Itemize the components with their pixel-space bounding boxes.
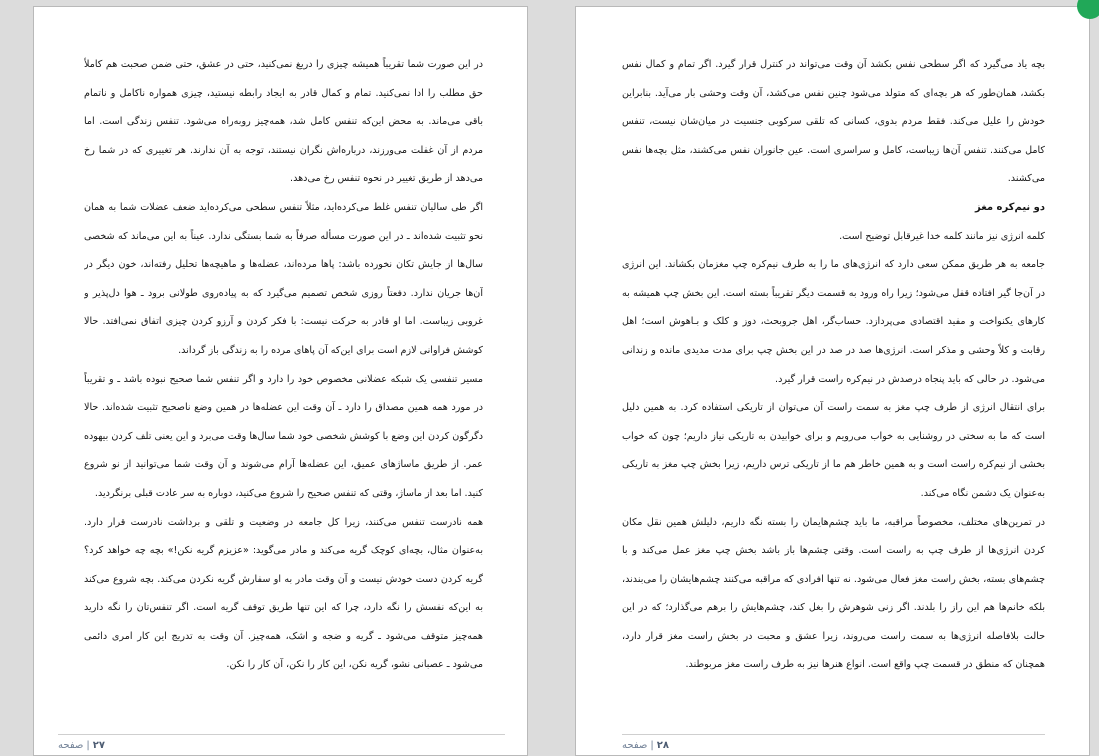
page-label: صفحه xyxy=(58,740,84,751)
page-label: صفحه xyxy=(622,740,648,751)
footer-separator: | xyxy=(650,740,654,751)
footer-separator: | xyxy=(86,740,90,751)
paragraph: بچه یاد می‌گیرد که اگر سطحی نفس بکشد آن وقت می‌تواند در کنترل قرار گیرد. اگر تمام و کمال نفس بکشد، همان‌طور که هر بچه‌ای که متولد می‌شود چنین نفس می‌کشد، آن وقت وحشی بار می‌آید. بنابراین خودش را علیل می‌کند. فقط مردم بدوی، کسانی که تلقی سرکوبی جنسیت در میان‌شان نیست، تنفس کامل می‌کنند. تنفس آن‌ها زیباست، کامل و سراسری است. عین جانوران نفس می‌کشند، مثل بچه‌ها نفس می‌کشند. xyxy=(622,59,1045,185)
book-page-left xyxy=(33,6,528,756)
footer-divider xyxy=(58,734,505,735)
paragraph: اگر طی سالیان تنفس غلط می‌کرده‌اید، مثلاً تنفس سطحی می‌کرده‌اید ضعف عضلات شما به همان نحو تثبیت شده‌اند ـ در این صورت مسأله صرفاً به شما بستگی ندارد. عیناً به این می‌ماند که شخصی سال‌ها از جایش تکان نخورده باشد: پاها مرده‌اند، عضله‌ها و ماهیچه‌ها تحلیل رفته‌اند، خون دیگر در آن‌ها جریان ندارد. دفعتاً روزی شخص تصمیم می‌گیرد که به پیاده‌روی طولانی برود ـ هوا دل‌پذیر و غروبی زیباست. اما او قادر به حرکت نیست: با فکر کردن و آرزو کردن چیزی اتفاق نمی‌افتد. حالا کوشش فراوانی لازم است برای این‌که آن پاهای مرده را به زندگی باز گرداند. xyxy=(84,201,483,356)
page-text-left xyxy=(84,51,483,715)
paragraph: در تمرین‌های مختلف، مخصوصاً مراقبه، ما باید چشم‌هایمان را بسته نگه داریم، دلیلش همین نقل مکان کردن انرژی‌ها از طرف چپ به راست است. وقتی چشم‌ها باز باشد بخش چپ مغز عمل می‌کند و با چشم‌های بسته، بخش راست مغز فعال می‌شود. نه تنها افرادی که مراقبه می‌کنند چشم‌هایشان را می‌بندند، بلکه خانم‌ها هم این راز را بلدند. اگر زنی شوهرش را بغل کند، چشم‌هایش را برهم می‌گذارد؛ که در این حالت بلافاصله انرژی‌ها به سمت راست می‌روند، زیرا عشق و محبت در بخش راست مغز قرار دارد، همچنان که منطق در قسمت چپ واقع است. انواع هنرها نیز به طرف راست مغز مربوطند. xyxy=(622,516,1045,671)
page-text-right xyxy=(622,51,1045,715)
paragraph: در این صورت شما تقریباً همیشه چیزی را دریغ نمی‌کنید، حتی در عشق، حتی ضمن صحبت هم کاملاً حق مطلب را ادا نمی‌کنید. تمام و کمال قادر به ایجاد رابطه نیستید، چیزی همواره ناکامل و ناتمام باقی می‌ماند. به محض این‌که تنفس کامل شد، همه‌چیز روبه‌راه می‌شود. تنفس زندگی است. اما مردم از آن غفلت می‌ورزند، درباره‌اش نگران نیستند، توجه به آن ندارند. هر تغییری که در شما رخ می‌دهد از طریق تغییر در نحوه تنفس رخ می‌دهد. xyxy=(84,59,483,185)
book-page-right xyxy=(575,6,1090,756)
paragraph: جامعه به هر طریق ممکن سعی دارد که انرژی‌های ما را به طرف نیم‌کره چپ مغزمان بکشاند. این انرژی در آن‌جا گیر افتاده قفل می‌شود؛ زیرا راه ورود به قسمت دیگر تقریباً بسته است. این بخش چپ همیشه به کارهای یکنواخت و مفید اقتصادی می‌پردازد. حساب‌گر، اهل جروبحث، دوز و کلک و بـاهوش است؛ اهل رقابت و کلاً وحشی و مذکر است. انرژی‌ها صد در صد در این بخش چپ برای مدت مدیدی مانده و زندانی می‌شود. در حالی که باید پنجاه درصدش در نیم‌کره راست قرار گیرد. xyxy=(622,259,1045,385)
page-number: ۲۷ xyxy=(92,740,105,751)
section-heading: دو نیم‌کره مغز xyxy=(975,201,1045,213)
page-number: ۲۸ xyxy=(656,740,669,751)
status-badge xyxy=(1077,0,1099,19)
paragraph: مسیر تنفسی یک شبکه عضلانی مخصوص خود را دارد و اگر تنفس شما صحیح نبوده باشد ـ و تقریباً در مورد همه همین مصداق را دارد ـ آن وقت این عضله‌ها در همین وضع ناصحیح تثبیت شده‌اند. حالا دگرگون کردن این وضع با کوشش شخصی خود شما سال‌ها وقت می‌برد و این یعنی تلف کردن بیهوده عمر. از طریق ماساژهای عمیق، این عضله‌ها آرام می‌شوند و آن وقت شما می‌توانید از نو شروع کنید. اما بعد از ماساژ، وقتی که تنفس صحیح را شروع می‌کنید، دوباره به سر عادت قبلی برنگردید. xyxy=(84,373,483,499)
footer-divider xyxy=(622,734,1045,735)
paragraph: همه نادرست تنفس می‌کنند، زیرا کل جامعه در وضعیت و تلقی و برداشت نادرست قرار دارد. به‌عنوان مثال، بچه‌ای کوچک گریه می‌کند و مادر می‌گوید: «عزیزم گریه نکن!» بچه چه خواهد کرد؟ گریه کردن دست خودش نیست و آن وقت مادر به او سفارش گریه نکردن می‌کند. بچه شروع می‌کند به این‌که نفسش را نگه دارد، چرا که این تنها طریق توقف گریه است. اگر تنفس‌تان را نگه دارید همه‌چیز متوقف می‌شود ـ گریه و ضجه و اشک، همه‌چیز. آن وقت به تدریج این کار امری دائمی می‌شود ـ عصبانی نشو، گریه نکن، این کار را نکن، آن کار را نکن. xyxy=(84,516,483,671)
paragraph: برای انتقال انرژی از طرف چپ مغز به سمت راست آن می‌توان از تاریکی استفاده کرد. به همین دلیل است که ما به سختی در روشنایی به خواب می‌رویم و برای خوابیدن به تاریکی نیاز داریم؛ چون که خواب بخشی از نیم‌کره راست است و به همین خاطر هم ما از تاریکی ترس داریم، زیرا بخش چپ مغز به تاریکی به‌عنوان یک دشمن نگاه می‌کند. xyxy=(622,402,1045,499)
paragraph: کلمه انرژی نیز مانند کلمه خدا غیرقابل توضیح است. xyxy=(839,230,1045,242)
